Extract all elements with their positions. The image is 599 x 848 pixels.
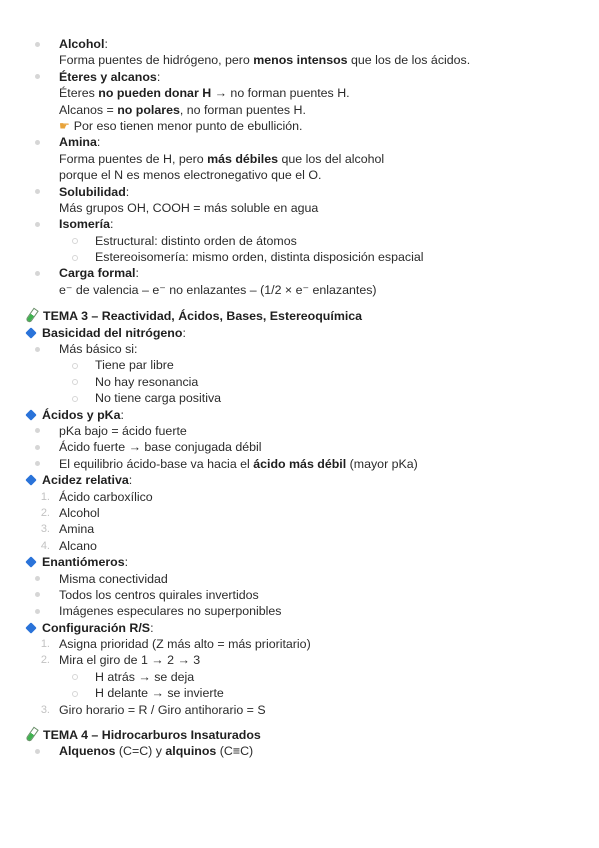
list-item: Amina: bbox=[0, 134, 599, 150]
list-number: 1. bbox=[40, 638, 50, 651]
ordered-list-item: 3. Amina bbox=[0, 521, 599, 537]
item-text: Forma puentes de hidrógeno, pero menos intensos que los de los ácidos. bbox=[59, 53, 471, 68]
item-title: Carga formal bbox=[59, 266, 136, 281]
sub-list-item: Estereoisomería: mismo orden, distinta disposición espacial bbox=[0, 249, 599, 265]
hollow-bullet-icon bbox=[72, 674, 78, 680]
ordered-list-item: 1. Asigna prioridad (Z más alto = más prioritario) bbox=[0, 636, 599, 652]
list-item: Más básico si: bbox=[0, 341, 599, 357]
ordered-list-item: 2. Mira el giro de 1 → 2 → 3 bbox=[0, 652, 599, 668]
item-text: Más grupos OH, COOH = más soluble en agua bbox=[59, 200, 319, 215]
section-heading: TEMA 3 – Reactividad, Ácidos, Bases, Estereoquímica bbox=[0, 308, 599, 324]
list-item: Isomería: bbox=[0, 216, 599, 232]
bullet-icon bbox=[35, 749, 40, 754]
item-text: porque el N es menos electronegativo que el O. bbox=[59, 168, 322, 183]
test-tube-icon bbox=[24, 728, 38, 740]
bullet-icon bbox=[35, 189, 40, 194]
note-page bbox=[0, 36, 599, 760]
item-text: ☛ Por eso tienen menor punto de ebullición. bbox=[59, 118, 303, 133]
sub-list-item: H atrás → se deja bbox=[0, 669, 599, 685]
sub-list-item: No tiene carga positiva bbox=[0, 390, 599, 406]
sub-list-item: No hay resonancia bbox=[0, 374, 599, 390]
hollow-bullet-icon bbox=[72, 238, 78, 244]
subsection-heading: Acidez relativa: bbox=[0, 472, 599, 488]
hollow-bullet-icon bbox=[72, 396, 78, 402]
subsection-heading: Basicidad del nitrógeno: bbox=[0, 325, 599, 341]
list-item: Solubilidad: bbox=[0, 184, 599, 200]
blue-diamond-icon bbox=[25, 622, 36, 633]
list-item: Alcohol: bbox=[0, 36, 599, 52]
list-number: 3. bbox=[40, 523, 50, 536]
list-item: Misma conectividad bbox=[0, 571, 599, 587]
blue-diamond-icon bbox=[25, 327, 36, 338]
sub-list-item: Estructural: distinto orden de átomos bbox=[0, 233, 599, 249]
subsection-heading: Ácidos y pKa: bbox=[0, 407, 599, 423]
blue-diamond-icon bbox=[25, 409, 36, 420]
item-text: e⁻ de valencia – e⁻ no enlazantes – (1/2 × e⁻ enlazantes) bbox=[59, 282, 377, 297]
ordered-list-item: 1. Ácido carboxílico bbox=[0, 489, 599, 505]
item-title: Solubilidad bbox=[59, 184, 126, 199]
bullet-icon bbox=[35, 347, 40, 352]
item-title: Isomería bbox=[59, 217, 110, 232]
item-text: Éteres no pueden donar H → no forman puentes H. bbox=[59, 86, 350, 101]
list-item: Alquenos (C=C) y alquinos (C≡C) bbox=[0, 743, 599, 759]
bullet-icon bbox=[35, 74, 40, 79]
list-item: El equilibrio ácido-base va hacia el ácido más débil (mayor pKa) bbox=[0, 456, 599, 472]
bullet-icon bbox=[35, 576, 40, 581]
hollow-bullet-icon bbox=[72, 255, 78, 261]
ordered-list-item: 3. Giro horario = R / Giro antihorario = S bbox=[0, 702, 599, 718]
bullet-icon bbox=[35, 445, 40, 450]
hollow-bullet-icon bbox=[72, 363, 78, 369]
ordered-list-item: 2. Alcohol bbox=[0, 505, 599, 521]
hollow-bullet-icon bbox=[72, 691, 78, 697]
blue-diamond-icon bbox=[25, 474, 36, 485]
blue-diamond-icon bbox=[25, 556, 36, 567]
item-title: Alcohol bbox=[59, 37, 105, 51]
list-number: 2. bbox=[40, 654, 50, 667]
list-item: Todos los centros quirales invertidos bbox=[0, 587, 599, 603]
list-number: 2. bbox=[40, 506, 50, 519]
sub-list-item: Tiene par libre bbox=[0, 357, 599, 373]
hollow-bullet-icon bbox=[72, 379, 78, 385]
list-number: 3. bbox=[40, 703, 50, 716]
list-item: Ácido fuerte → base conjugada débil bbox=[0, 439, 599, 455]
bullet-icon bbox=[35, 609, 40, 614]
bullet-icon bbox=[35, 461, 40, 466]
spacer bbox=[0, 298, 599, 308]
list-item: pKa bajo = ácido fuerte bbox=[0, 423, 599, 439]
bullet-icon bbox=[35, 42, 40, 47]
list-number: 1. bbox=[40, 490, 50, 503]
bullet-icon bbox=[35, 140, 40, 145]
subsection-heading: Configuración R/S: bbox=[0, 620, 599, 636]
bullet-icon bbox=[35, 428, 40, 433]
item-title: Amina bbox=[59, 135, 97, 150]
list-item: Imágenes especulares no superponibles bbox=[0, 603, 599, 619]
list-number: 4. bbox=[40, 539, 50, 552]
bullet-icon bbox=[35, 222, 40, 227]
list-item: Éteres y alcanos: bbox=[0, 69, 599, 85]
test-tube-icon bbox=[24, 309, 38, 321]
bullet-icon bbox=[35, 592, 40, 597]
bullet-icon bbox=[35, 271, 40, 276]
sub-list-item: H delante → se invierte bbox=[0, 685, 599, 701]
spacer bbox=[0, 718, 599, 727]
pointing-hand-icon: ☛ bbox=[59, 118, 70, 133]
item-text: Alcanos = no polares, no forman puentes H. bbox=[59, 102, 306, 117]
item-title: Éteres y alcanos bbox=[59, 69, 157, 84]
section-heading: TEMA 4 – Hidrocarburos Insaturados bbox=[0, 727, 599, 743]
ordered-list-item: 4. Alcano bbox=[0, 538, 599, 554]
list-item: Carga formal: bbox=[0, 265, 599, 281]
subsection-heading: Enantiómeros: bbox=[0, 554, 599, 570]
item-text: Forma puentes de H, pero más débiles que los del alcohol bbox=[59, 151, 385, 166]
